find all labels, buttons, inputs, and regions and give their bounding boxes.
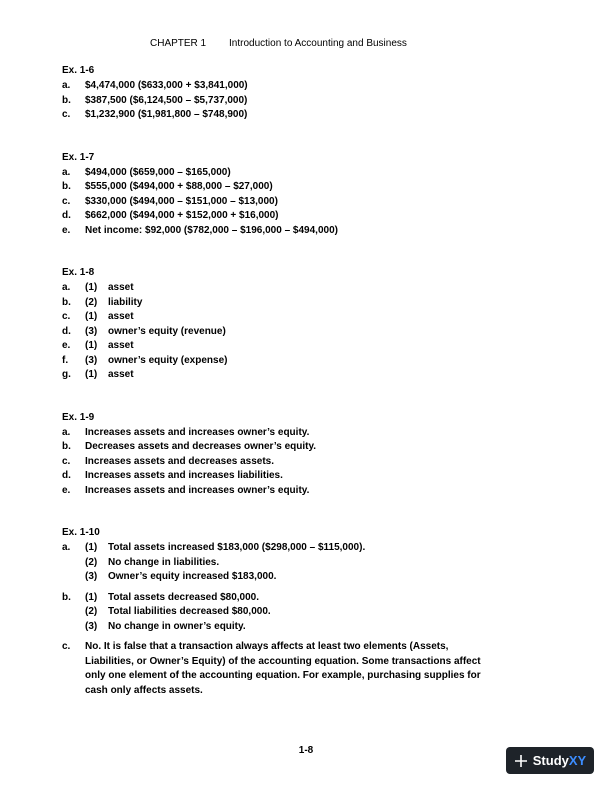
item-letter: f. xyxy=(62,354,69,366)
item-text: asset xyxy=(108,340,134,351)
list-item xyxy=(62,591,562,606)
list-item xyxy=(62,469,562,484)
item-letter: b. xyxy=(62,591,71,603)
item-number: (1) xyxy=(85,282,98,293)
answer-group-a xyxy=(62,541,562,585)
item-number: (3) xyxy=(85,325,98,337)
list-item xyxy=(62,354,562,369)
brand-label: StudyXY xyxy=(532,753,587,768)
item-text: $330,000 ($494,000 – $151,000 – $13,000) xyxy=(85,195,278,207)
list-item xyxy=(62,108,562,123)
item-letter: b. xyxy=(62,441,71,452)
list-item xyxy=(62,484,562,499)
item-text: asset xyxy=(108,282,134,293)
item-letter: c. xyxy=(62,195,71,207)
section-title: Ex. 1-6 xyxy=(62,65,95,76)
item-text: $494,000 ($659,000 – $165,000) xyxy=(85,166,231,178)
item-letter: b. xyxy=(62,296,71,308)
item-number: (3) xyxy=(85,620,98,632)
item-letter: a. xyxy=(62,80,71,91)
list-item xyxy=(62,209,562,224)
item-text: $555,000 ($494,000 + $88,000 – $27,000) xyxy=(85,181,273,192)
chapter-label: CHAPTER 1 xyxy=(150,38,207,49)
item-letter: d. xyxy=(62,470,71,481)
item-text: Increases assets and decreases assets. xyxy=(85,455,275,467)
item-letter: a. xyxy=(62,282,71,293)
item-letter: b. xyxy=(62,181,71,192)
item-text: Owner’s equity increased $183,000. xyxy=(108,571,277,582)
item-letter: e. xyxy=(62,340,71,351)
item-letter: d. xyxy=(62,210,71,221)
item-text: $387,500 ($6,124,500 – $5,737,000) xyxy=(85,94,248,106)
item-letter: a. xyxy=(62,426,71,438)
list-item xyxy=(62,224,562,239)
item-letter: a. xyxy=(62,166,71,178)
item-text: owner’s equity (expense) xyxy=(108,354,228,366)
list-item xyxy=(62,339,562,354)
answer-group-b xyxy=(62,591,562,635)
section-title: Ex. 1-9 xyxy=(62,411,95,423)
item-number: (1) xyxy=(85,311,98,322)
item-text: Increases assets and increases owner’s equity. xyxy=(85,484,310,496)
item-text: owner’s equity (revenue) xyxy=(108,325,226,337)
item-text: asset xyxy=(108,311,134,322)
list-item xyxy=(62,281,562,296)
item-letter: d. xyxy=(62,325,71,337)
item-letter: c. xyxy=(62,455,71,467)
item-number: (2) xyxy=(85,556,98,568)
item-letter: c. xyxy=(62,311,71,322)
list-item xyxy=(62,541,562,556)
item-number: (2) xyxy=(85,606,98,617)
item-text: liability xyxy=(108,296,143,308)
item-text: asset xyxy=(108,369,134,380)
item-number: (1) xyxy=(85,340,98,351)
item-number: (3) xyxy=(85,354,98,366)
item-text: Total liabilities decreased $80,000. xyxy=(108,606,271,617)
item-number: (2) xyxy=(85,296,98,308)
item-number: (3) xyxy=(85,571,98,582)
section-title: Ex. 1-10 xyxy=(62,527,100,538)
item-letter: b. xyxy=(62,94,71,106)
list-item xyxy=(62,605,562,620)
item-text: $4,474,000 ($633,000 + $3,841,000) xyxy=(85,80,248,91)
section-title: Ex. 1-8 xyxy=(62,267,95,278)
list-item xyxy=(62,440,562,455)
item-text: Net income: $92,000 ($782,000 – $196,000 – $494,000) xyxy=(85,224,338,236)
list-item xyxy=(62,180,562,195)
document-body xyxy=(62,62,562,698)
item-number: (1) xyxy=(85,591,98,603)
item-text: Increases assets and increases owner’s equity. xyxy=(85,426,310,438)
item-text: Decreases assets and decreases owner’s equity. xyxy=(85,441,317,452)
list-item xyxy=(62,368,562,383)
list-item xyxy=(62,620,562,635)
item-letter: a. xyxy=(62,542,71,553)
plus-icon xyxy=(514,754,528,768)
list-item xyxy=(62,570,562,585)
item-text: Total assets increased $183,000 ($298,000 – $115,000). xyxy=(108,542,366,553)
item-number: (1) xyxy=(85,369,98,380)
item-letter: c. xyxy=(62,109,71,120)
item-letter: e. xyxy=(62,484,71,496)
item-text: $662,000 ($494,000 + $152,000 + $16,000) xyxy=(85,210,279,221)
item-text: Increases assets and increases liabilities. xyxy=(85,470,283,481)
list-item xyxy=(62,310,562,325)
studyxy-badge[interactable] xyxy=(506,747,594,774)
list-item xyxy=(62,195,562,210)
item-text: $1,232,900 ($1,981,800 – $748,900) xyxy=(85,109,248,120)
item-letter: c. xyxy=(62,641,71,652)
list-item xyxy=(62,426,562,441)
item-text: No change in liabilities. xyxy=(108,556,220,568)
page-number: 1-8 xyxy=(298,745,314,756)
list-item xyxy=(62,556,562,571)
list-item xyxy=(62,455,562,470)
section-title: Ex. 1-7 xyxy=(62,151,95,163)
item-text: Total assets decreased $80,000. xyxy=(108,591,260,603)
list-item xyxy=(62,325,562,340)
item-letter: e. xyxy=(62,224,71,236)
list-item xyxy=(62,79,562,94)
item-number: (1) xyxy=(85,542,98,553)
list-item xyxy=(62,296,562,311)
list-item xyxy=(62,166,562,181)
answer-paragraph-c xyxy=(62,640,562,698)
list-item xyxy=(62,94,562,109)
chapter-title: Introduction to Accounting and Business xyxy=(229,38,407,49)
item-text: No. It is false that a transaction always affects at least two elements (Assets, Liabilities, or Owner’s Equity) of the accounting equation. Some transactions affect only one element of the accounting equation. For example, purchasing supplies for cash only affects assets. xyxy=(85,641,481,696)
item-letter: g. xyxy=(62,369,71,380)
item-text: No change in owner’s equity. xyxy=(108,620,246,632)
